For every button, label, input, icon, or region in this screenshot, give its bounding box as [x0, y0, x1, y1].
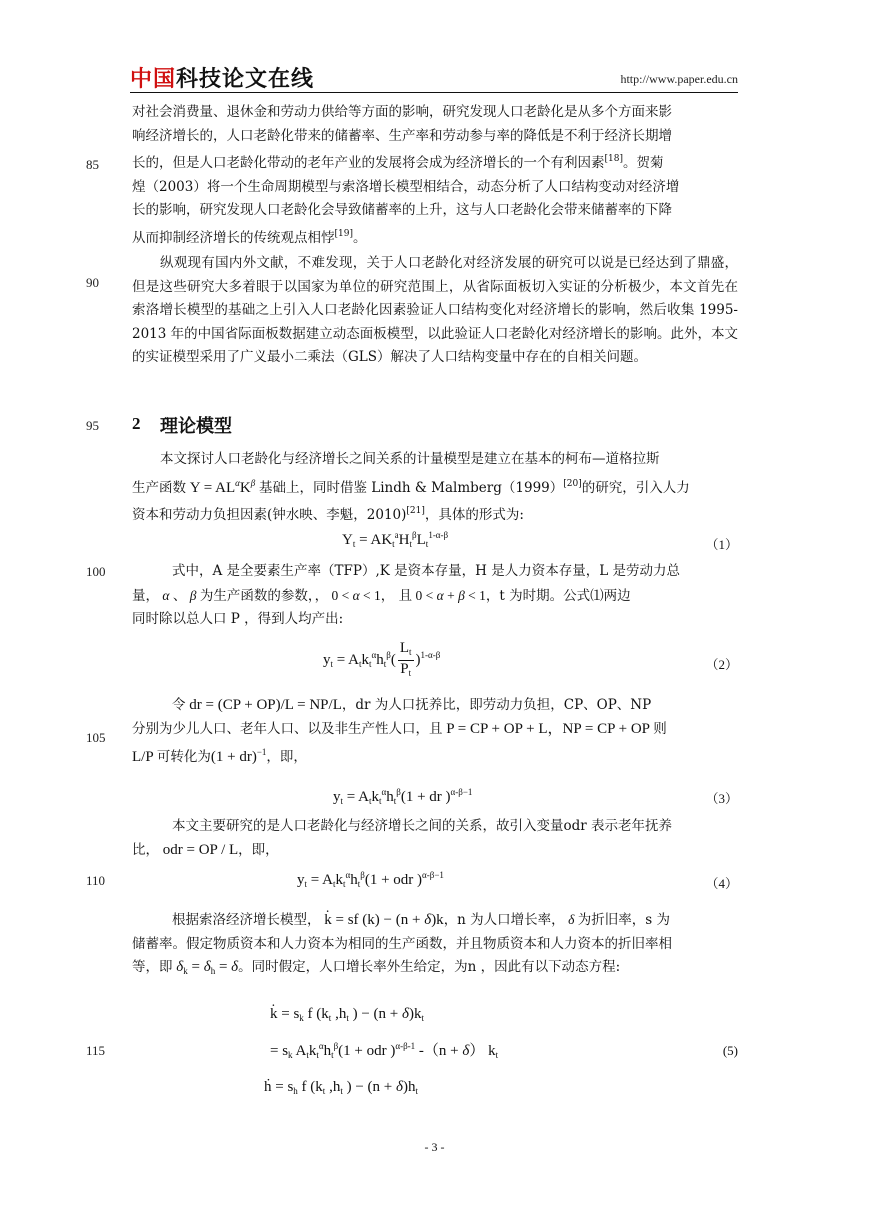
line-number: 90 [86, 275, 99, 290]
text-segment: 令 [172, 697, 186, 713]
text-segment: s 为 [645, 912, 670, 928]
text-line: 令 dr = (CP + OP)/L = NP/L，dr 为人口抚养比，即劳动力负担，CP、OP、NP [172, 697, 652, 713]
text-line: L/P 可转化为(1 + dr)$^{-1}$，即， [132, 747, 307, 765]
logo-black-text: 科技论文在线 [176, 67, 315, 92]
text-line: 同时除以总人口 P ，得到人均产出: [132, 611, 344, 627]
text-segment: ，即， [238, 841, 279, 858]
equation-2-number: （2） [705, 657, 738, 672]
text-line [132, 148, 738, 176]
line-number: 95 [86, 418, 99, 433]
text-line [132, 472, 738, 501]
text-line: 等，即 $\delta_k = \delta_h = \delta$。同时假定，人口增长率外生给定，为n ，因此有以下动态方程: [132, 959, 621, 976]
text-segment: 基础上，同时借鉴 Lindh & Malmberg（1999） [258, 479, 564, 496]
text-segment: 根据索洛经济增长模型， [172, 912, 321, 928]
cobb-douglas-inline: $Y = AL^\alpha K^\beta$ [186, 477, 256, 496]
text-line: 本文探讨人口老龄化与经济增长之间关系的计量模型是建立在基本的柯布—道格拉斯 [160, 451, 660, 467]
text-segment: 等，即 [132, 959, 173, 975]
citation-20: [20] [563, 478, 582, 489]
journal-logo [130, 62, 314, 93]
logo-red-text: 中国 [130, 67, 177, 92]
text-line: 本文主要研究的是人口老龄化与经济增长之间的关系，故引入变量odr 表示老年抚养 [172, 818, 673, 834]
paragraph-solow-model [132, 908, 738, 984]
text-line: 分别为少儿人口、老年人口、以及非生产性人口，且 P = CP + OP + L，NP = CP + OP 则 [132, 720, 667, 737]
text-segment: 。 [352, 229, 367, 246]
paragraph-model-intro [132, 448, 738, 528]
line-number: 85 [86, 157, 99, 172]
text-segment: 为生产函数的参数，， [199, 587, 329, 604]
text-segment: 量， [132, 587, 159, 604]
text-segment: 分别为少儿人口、老年人口、以及非生产性人口，且 [132, 720, 443, 737]
equation-2: $y_t = A_tk_t^\alpha h_t^\beta$( $\frac{L_t}{P_t}$ )$^{1-\alpha-\beta}$ [323, 640, 441, 678]
equation-1-number: （1） [705, 537, 738, 552]
text-line: 响经济增长的，人口老龄化带来的储蓄率、生产率和劳动参与率的降低是不利于经济长期增 [132, 127, 672, 144]
text-line [132, 500, 738, 528]
text-segment: 生产函数 [132, 479, 186, 496]
text-line: 根据索洛经济增长模型， k̇ = sf (k) − (n + δ)k，n 为人口增长率， δ 为折旧率，s 为 [172, 912, 670, 928]
text-segment: 长的，但是人口老龄化带动的老年产业的发展将会成为经济增长的一个有利因素 [132, 155, 605, 171]
line-number: 100 [86, 564, 106, 579]
text-line: 比， odr = OP / L，即， [132, 841, 279, 858]
text-segment: ，即， [266, 749, 307, 765]
text-segment: 。同时假定，人口增长率外生给定，为n ，因此有以下动态方程: [238, 959, 621, 975]
section-number: 2 [132, 414, 141, 433]
header-rule [130, 92, 738, 93]
text-segment: 从而抑制经济增长的传统观点相悖 [132, 229, 335, 246]
page-number: - 3 - [424, 1140, 445, 1154]
text-line [132, 223, 738, 251]
equation-4-number: （4） [705, 876, 738, 891]
text-segment: ，dr 为人口抚养比，即劳动力负担，CP、OP、NP [341, 697, 652, 713]
equation-4: $y_t = A_tk_t^\alpha h_t^\beta(1$ + odr )$^{\alpha-\beta-1}$ [297, 870, 444, 889]
equation-3-number: （3） [705, 791, 738, 806]
text-line: 煌（2003）将一个生命周期模型与索洛增长模型相结合，动态分析了人口结构变动对经济增 [132, 178, 680, 195]
line-number: 115 [86, 1043, 106, 1058]
text-segment: 比， [132, 841, 159, 858]
paragraph-literature-summary [132, 252, 738, 370]
text-line: 式中，A 是全要素生产率（TFP）,K 是资本存量，H 是人力资本存量，L 是劳动力总 [172, 563, 680, 579]
paragraph-old-age-ratio [132, 815, 738, 862]
page-header [130, 60, 738, 94]
citation-18: [18] [604, 154, 623, 164]
text-segment: 资本和劳动力负担因素(钟水映、李魁，2010) [132, 507, 407, 523]
header-url[interactable]: http://www.paper.edu.cn [620, 72, 738, 86]
line-number: 105 [86, 730, 106, 745]
equation-5-line-1: k̇ = $s_k$ f ($k_t$ $,h_t$ ) − $(n + \delta)k_t$ [270, 1006, 424, 1023]
text-segment: 。贺菊 [622, 155, 664, 171]
text-segment: ，具体的形式为: [424, 507, 524, 523]
paragraph-intro-continued [132, 101, 738, 250]
text-line: 量， α 、 β 为生产函数的参数，， 0 < α < 1， 且 0 < α + β < 1，t 为时期。公式⑴两边 [132, 587, 631, 604]
equation-5-line-2: = $s_k$ $A_tk_t^\alpha h_t^\beta(1$ + odr )$^{\alpha-\beta-1}$ -（n + δ） $k_t$ [270, 1041, 499, 1060]
text-segment: ，t 为时期。公式⑴两边 [485, 587, 631, 604]
paragraph-dependency-ratio [132, 694, 738, 770]
citation-21: [21] [406, 506, 425, 516]
text-segment: 可转化为 [156, 749, 211, 765]
paragraph-text: 纵观现有国内外文献，不难发现，关于人口老龄化对经济发展的研究可以说是已经达到了鼎盛，但是这些研究大多着眼于以国家为单位的研究范围上，从省际面板切入实证的分析极少，本文首先在索洛增长模型的基础之上引入人口老龄化因素验证人口结构变化对经济增长的影响，然后收集 1995-2013 年的中国省际面板数据建立动态面板模型，以此验证人口老龄化对经济增长的影响。此外，本文的实证模型采用了广义最小二乘法（GLS）解决了人口结构变量中存在的自相关问题。 [132, 255, 738, 365]
equation-5-number: (5) [722, 1043, 738, 1058]
text-segment: 则 [653, 720, 667, 737]
text-line: 长的影响，研究发现人口老龄化会导致储蓄率的上升，这与人口老龄化会带来储蓄率的下降 [132, 202, 672, 218]
section-title: 理论模型 [160, 416, 232, 437]
equation-3: $y_t = A_tk_t^\alpha h_t^\beta(1$ + dr )$^{\alpha-\beta-1}$ [333, 787, 473, 806]
line-number: 110 [86, 873, 106, 888]
text-segment: ， 且 [380, 587, 413, 604]
equation-5-line-3: ḣ = $s_h$ f ($k_t$ $,h_t$ ) − $(n + \delta)h_t$ [264, 1079, 418, 1096]
citation-19: [19] [334, 228, 353, 239]
text-segment: 的研究，引入人力 [581, 479, 690, 496]
text-line: 储蓄率。假定物质资本和人力资本为相同的生产函数，并且物质资本和人力资本的折旧率相 [132, 935, 672, 952]
equation-1: $Y_t = AK_t^aH_t^\beta L_t^{1-\alpha-\beta}$ [342, 530, 449, 549]
text-segment: ，n 为人口增长率， [443, 912, 565, 928]
text-line: 对社会消费量、退休金和劳动力供给等方面的影响，研究发现人口老龄化是从多个方面来影 [132, 104, 672, 120]
text-segment: 为折旧率， [577, 912, 646, 928]
paragraph-definitions [132, 560, 738, 632]
